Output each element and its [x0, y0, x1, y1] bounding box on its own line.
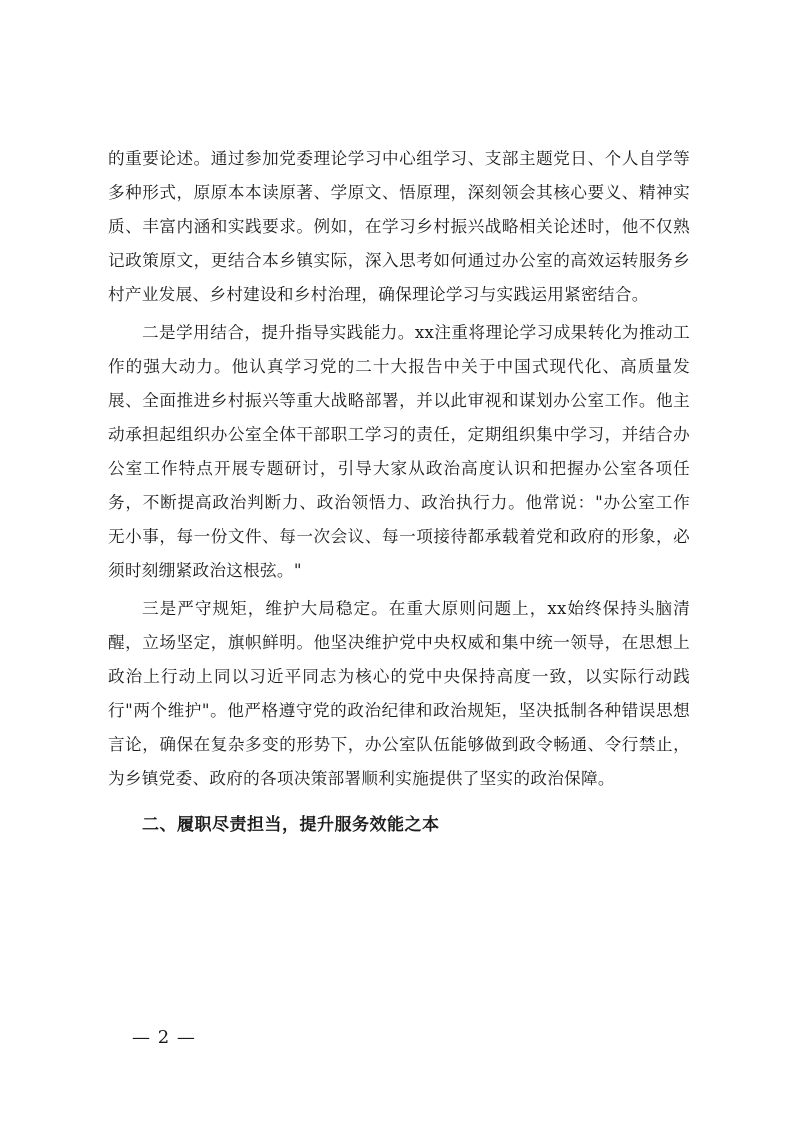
paragraph-study-and-practice: 二是学用结合，提升指导实践能力。xx注重将理论学习成果转化为推动工作的强大动力。他认真学习党的二十大报告中关于中国式现代化、高质量发展、全面推进乡村振兴等重大战略部署，并以此审视和谋划办公室工作。他主动承担起组织办公室全体干部职工学习的责任，定期组织集中学习，并结合办公室工作特点开展专题研讨，引导大家从政治高度认识和把握办公室各项任务，不断提高政治判断力、政治领悟力、政治执行力。他常说："办公室工作无小事，每一份文件、每一次会议、每一项接待都承载着党和政府的形象，必须时刻绷紧政治这根弦。": [108, 323, 690, 580]
page-number: — 2 —: [132, 1027, 196, 1048]
paragraph-observe-rules: 三是严守规矩，维护大局稳定。在重大原则问题上，xx始终保持头脑清醒，立场坚定，旗帜鲜明。他坚决维护党中央权威和集中统一领导，在思想上政治上行动上同以习近平同志为核心的党中央保持高度一致，以实际行动践行"两个维护"。他严格遵守党的政治纪律和政治规矩，坚决抵制各种错误思想言论，确保在复杂多变的形势下，办公室队伍能够做到政令畅通、令行禁止，为乡镇党委、政府的各项决策部署顺利实施提供了坚实的政治保障。: [108, 599, 690, 788]
section-heading: 二、履职尽责担当，提升服务效能之本: [142, 815, 440, 835]
document-body: [108, 142, 690, 842]
paragraph-continuation: 的重要论述。通过参加党委理论学习中心组学习、支部主题党日、个人自学等多种形式，原原本本读原著、学原文、悟原理，深刻领会其核心要义、精神实质、丰富内涵和实践要求。例如，在学习乡村振兴战略相关论述时，他不仅熟记政策原文，更结合本乡镇实际，深入思考如何通过办公室的高效运转服务乡村产业发展、乡村建设和乡村治理，确保理论学习与实践运用紧密结合。: [108, 149, 690, 304]
